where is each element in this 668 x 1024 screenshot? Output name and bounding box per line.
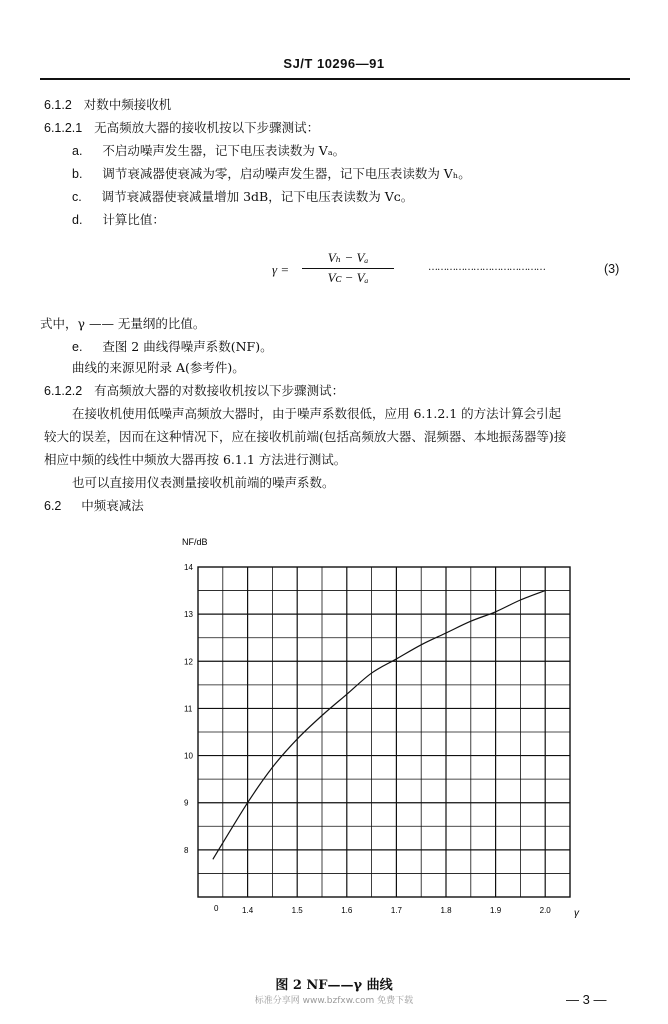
item-text: 调节衰减器使衰减量增加 3dB，记下电压表读数为 Vᴄ。: [101, 189, 414, 204]
chart-grid: [198, 567, 570, 897]
item-text: 不启动噪声发生器，记下电压表读数为 Vₐ。: [102, 143, 346, 158]
y-tick-label: 13: [184, 610, 193, 620]
x-tick-label: 1.8: [440, 906, 452, 915]
item-marker: d.: [72, 213, 83, 227]
item-text: 调节衰减器使衰减为零，启动噪声发生器，记下电压表读数为 Vₕ。: [102, 166, 471, 181]
nf-gamma-chart: [170, 525, 590, 925]
section-number: 6.1.2.1: [44, 121, 83, 135]
section-6-1-2-2: [44, 381, 344, 399]
x-tick-labels: [242, 906, 551, 915]
item-text: 计算比值：: [102, 212, 165, 227]
list-item: [72, 164, 471, 182]
page-number: — 3 —: [566, 992, 607, 1007]
section-number: 6.1.2.2: [44, 384, 83, 398]
formula-numerator: Vₕ − Vₐ: [327, 250, 369, 265]
section-number: 6.1.2: [44, 98, 72, 112]
list-item: [72, 210, 165, 228]
formula-lhs: γ =: [272, 262, 290, 277]
y-tick-label: 8: [184, 845, 189, 855]
source-note: 曲线的来源见附录 A(参考件)。: [72, 360, 245, 375]
x-tick-label: 2.0: [539, 906, 551, 915]
y-tick-label: 10: [184, 751, 193, 761]
x-axis-label: γ: [574, 908, 579, 919]
section-number: 6.2: [44, 499, 62, 513]
section-text: 有高频放大器的对数接收机按以下步骤测试：: [94, 383, 345, 398]
item-text: 查图 2 曲线得噪声系数(NF)。: [102, 339, 273, 354]
list-item: [72, 141, 345, 159]
formula-leader-dots: …………………………………: [428, 262, 545, 273]
standard-number-header: SJ/T 10296—91: [283, 56, 385, 71]
list-item: [72, 337, 273, 355]
item-marker: a.: [72, 144, 83, 158]
y-tick-label: 9: [184, 798, 189, 808]
list-item: [72, 187, 413, 205]
equation-number: (3): [604, 262, 620, 276]
section-title: 中频衰减法: [81, 498, 144, 513]
header-rule: [40, 78, 630, 80]
paragraph-line: 相应中频的线性中频放大器再按 6.1.1 方法进行测试。: [44, 452, 347, 467]
item-marker: c.: [72, 190, 82, 204]
section-6-2: [44, 496, 144, 514]
paragraph-line: 较大的误差，因而在这种情况下，应在接收机前端(包括高频放大器、混频器、本地振荡器等)接: [44, 429, 567, 444]
section-6-1-2-1: [44, 118, 319, 136]
y-tick-labels: [184, 563, 193, 855]
item-marker: e.: [72, 340, 83, 354]
fraction-bar: [302, 268, 394, 269]
y-tick-label: 12: [184, 657, 193, 667]
x-tick-label: 1.7: [390, 906, 402, 915]
y-tick-label: 11: [184, 704, 193, 714]
origin-label: 0: [214, 904, 219, 913]
source-website-watermark: 标准分享网 www.bzfxw.com 免费下载: [254, 996, 414, 1006]
formula-denominator: Vᴄ − Vₐ: [327, 270, 369, 285]
where-line: 式中，γ —— 无量纲的比值。: [40, 316, 206, 331]
y-tick-label: 14: [184, 563, 193, 572]
x-tick-label: 1.4: [242, 906, 254, 915]
paragraph-line: 也可以直接用仪表测量接收机前端的噪声系数。: [72, 475, 335, 490]
figure-caption: 图 2 NF——γ 曲线: [275, 978, 393, 993]
section-6-1-2: [44, 95, 171, 113]
section-text: 无高频放大器的接收机按以下步骤测试：: [94, 120, 320, 135]
x-tick-label: 1.6: [341, 906, 353, 915]
x-tick-label: 1.5: [291, 906, 303, 915]
x-tick-label: 1.9: [490, 906, 502, 915]
y-axis-label: NF/dB: [182, 537, 208, 547]
paragraph-line: 在接收机使用低噪声高频放大器时，由于噪声系数很低，应用 6.1.2.1 的方法计算会引起: [72, 406, 562, 421]
section-title: 对数中频接收机: [83, 97, 172, 112]
item-marker: b.: [72, 167, 83, 181]
